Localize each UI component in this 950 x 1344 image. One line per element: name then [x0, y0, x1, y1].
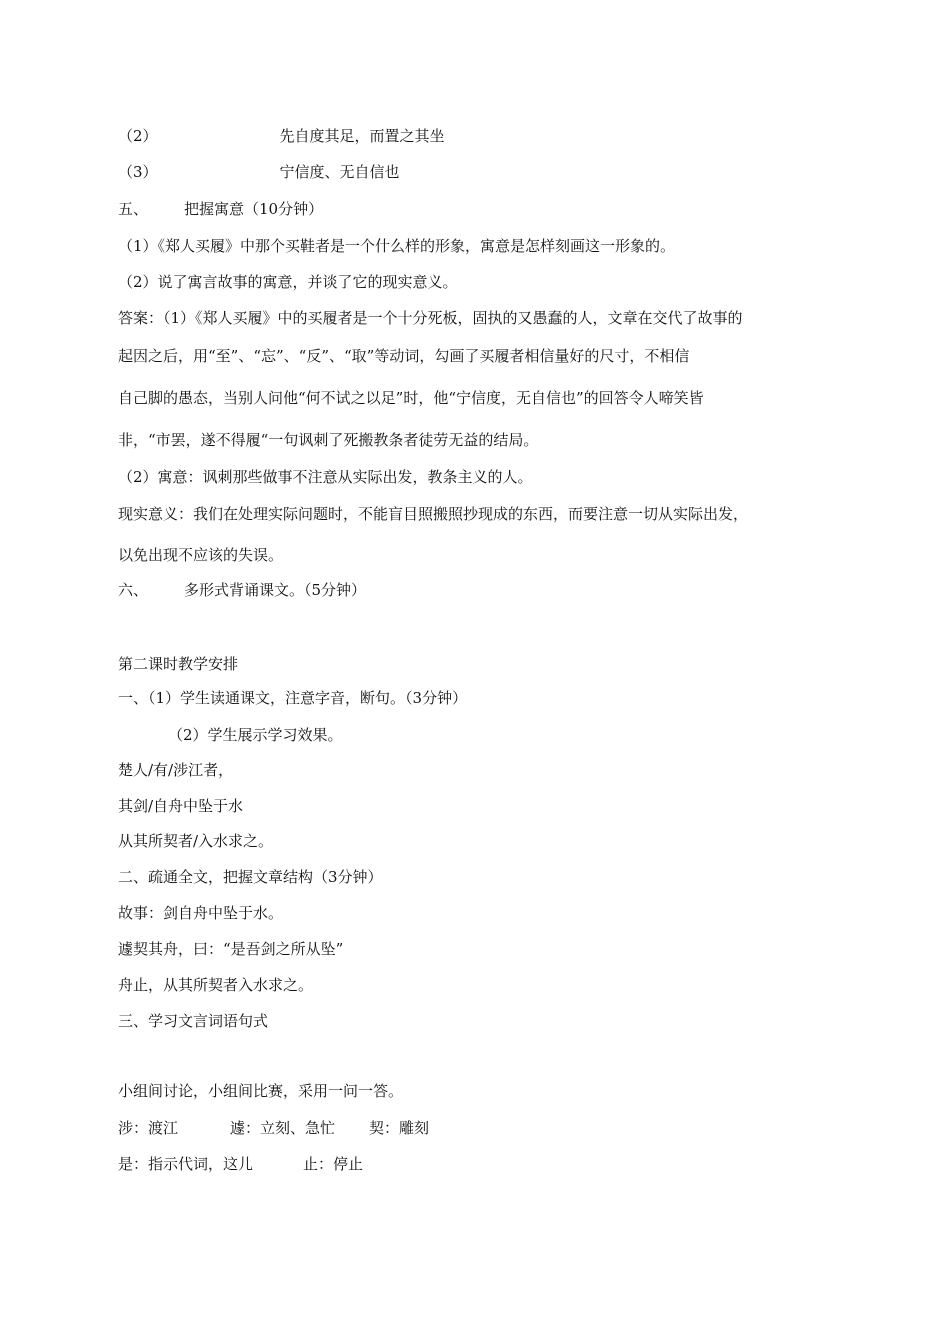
discussion-instruction: 小组间讨论，小组间比赛，采用一问一答。: [118, 1082, 404, 1100]
answer-line-2: 起因之后，用“至”、“忘”、“反”、“取”等动词，勾画了买履者相信量好的尺寸，不相信: [118, 347, 690, 365]
vocab-entry: 止：停止: [303, 1155, 364, 1173]
vocab-entry: 契：雕刻: [369, 1119, 430, 1137]
step-1-sub: （2）学生展示学习效果。: [168, 726, 343, 744]
line-item-2: [118, 126, 445, 146]
section-heading-5: [118, 199, 323, 219]
answer-line-1: 答案：（1）《郑人买履》中的买履者是一个十分死板，固执的又愚蠢的人，文章在交代了故事的: [118, 309, 743, 327]
answer-line-4: 非，“市罢，遂不得履“一句讽刺了死搬教条者徒劳无益的结局。: [118, 431, 539, 449]
answer-line-5: （2）寓意：讽刺那些做事不注意从实际出发，教条主义的人。: [118, 468, 533, 486]
story-line-3: 舟止，从其所契者入水求之。: [118, 976, 314, 994]
lesson-two-title: 第二课时教学安排: [118, 655, 239, 673]
section-number: 五、: [118, 200, 149, 218]
question-1: （1）《郑人买履》中那个买鞋者是一个什么样的形象，寓意是怎样刻画这一形象的。: [118, 237, 676, 255]
section-heading-6: [118, 580, 366, 600]
quote-text: 先自度其足，而置之其坐: [279, 127, 445, 145]
story-line-2: 遽契其舟，曰：“是吾剑之所从坠”: [118, 940, 344, 958]
vocab-row-1: [118, 1118, 429, 1138]
item-number: （2）: [118, 127, 158, 145]
line-item-3: [118, 162, 400, 182]
step-3: 三、学习文言词语句式: [118, 1012, 269, 1030]
phrase-break-2: 其剑/自舟中坠于水: [118, 797, 244, 815]
answer-line-3: 自己脚的愚态，当别人问他“何不试之以足”时，他“宁信度，无自信也”的回答令人啼笑皆: [118, 389, 704, 407]
answer-line-7: 以免出现不应该的失误。: [118, 546, 284, 564]
section-title: 把握寓意（10分钟）: [184, 200, 324, 218]
question-2: （2）说了寓言故事的寓意，并谈了它的现实意义。: [118, 273, 458, 291]
vocab-row-2: [118, 1154, 363, 1174]
vocab-entry: 遽：立刻、急忙: [230, 1119, 336, 1137]
vocab-entry: 是：指示代词，这儿: [118, 1155, 254, 1173]
vocab-entry: 涉：渡江: [118, 1119, 179, 1137]
step-2: 二、疏通全文，把握文章结构（3分钟）: [118, 868, 383, 886]
step-1: 一、（1）学生读通课文，注意字音，断句。（3分钟）: [118, 689, 468, 707]
phrase-break-3: 从其所契者/入水求之。: [118, 832, 274, 850]
answer-line-6: 现实意义：我们在处理实际问题时，不能盲目照搬照抄现成的东西，而要注意一切从实际出发，: [118, 505, 749, 523]
section-number: 六、: [118, 581, 149, 599]
quote-text: 宁信度、无自信也: [279, 163, 400, 181]
item-number: （3）: [118, 163, 158, 181]
section-title: 多形式背诵课文。（5分钟）: [184, 581, 367, 599]
story-line-1: 故事：剑自舟中坠于水。: [118, 904, 284, 922]
phrase-break-1: 楚人/有/涉江者，: [118, 761, 234, 779]
